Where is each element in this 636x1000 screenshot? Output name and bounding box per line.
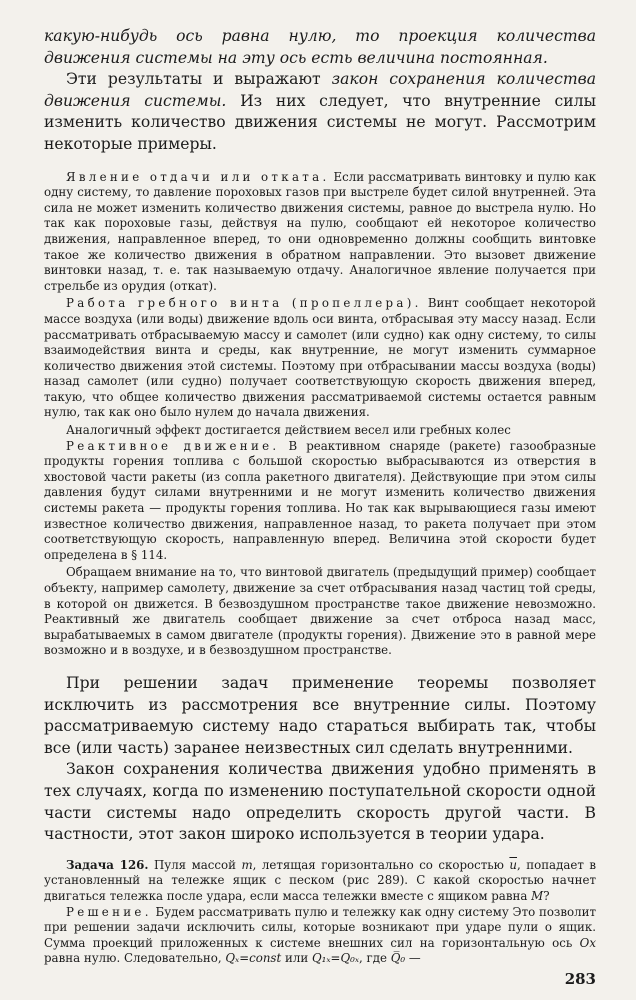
- page-number: 283: [564, 970, 596, 988]
- or-word: или: [281, 951, 312, 966]
- intro-italic-line: [44, 26, 596, 69]
- solution-paragraph: [44, 905, 596, 967]
- p4-text: Закон сохранения количества движения удобно применять в тех случаях, когда по изменению поступательной скорости одной части системы надо определить скорость другой части. В частности, этот закон широко используется в теории удара.: [44, 760, 596, 844]
- oars-text: Аналогичный эффект достигается действием весел или гребных колес: [66, 423, 511, 438]
- reactive-text: В реактивном снаряде (ракете) газообразные продукты горения топлива с большой скоростью выбрасываются из отверстия в хвостовой части ракеты (из сопла ракетного двигателя). Действующие при этом силы давления будут силами внутренними и не могут изменить количество движения системы ракета — продукты горения топлива. Но так как вырывающиеся газы имеют известное количество движения, направленное назад, то ракета получает при этом соответствующую скорость, направленную вперед. Величина этой скорости будет определена в § 114.: [44, 438, 596, 562]
- task-text-d: ?: [543, 888, 550, 903]
- velocity-symbol: $\overline{u}$: [509, 857, 518, 872]
- p2-text-b: Из них следует, что внутренние силы изменить количество движения системы не могут. Рассмотрим некоторые примеры.: [44, 91, 596, 153]
- recoil-text: Если рассматривать винтовку и пулю как одну систему, то давление пороховых газов при выстреле будет силой внутренней. Эта сила не может изменить количество движения системы, равное до выстрела нулю. Но так как пороховые газы, действуя на пулю, сообщают ей некоторое количество движения, направленное вперед, то они одновременно должны сообщить винтовке такое же количество движения в обратном направлении. Это вызовет движение винтовки назад, т. е. так называемую отдачу. Аналогичное явление получается при стрельбе из орудия (откат).: [44, 169, 596, 293]
- formula-equality: Q₁ₓ=Q₀ₓ: [311, 951, 360, 966]
- theorem-application-paragraph: [44, 673, 596, 759]
- q0-symbol: Q̅₀: [390, 951, 406, 966]
- task-text-a: Пуля массой: [148, 857, 242, 872]
- note-paragraph: [44, 565, 596, 659]
- propeller-paragraph: [44, 296, 596, 421]
- page-content: [44, 26, 596, 967]
- p3-text: При решении задач применение теоремы позволяет исключить из рассмотрения все внутренние силы. Поэтому рассматриваемую систему надо стараться выбирать так, чтобы все (или часть) заранее неизвестных сил сделать внутренними.: [44, 673, 596, 757]
- propeller-text: Винт сообщает некоторой массе воздуха (или воды) движение вдоль оси винта, отбрасывая эту массу назад. Если рассматривать отбрасываемую массу и самолет (или судно) как одну систему, то силы взаимодействия винта и среды, как внутренние, не могут изменить суммарное количество движения этой системы. Поэтому при отбрасывании массы воздуха (воды) назад самолет (или судно) получает соответствующую скорость движения вперед, такую, что общее количество движения рассматриваемой системы остается равным нулю, так как оно было нулем до начала движения.: [44, 296, 597, 420]
- cart-mass-symbol: M: [531, 888, 544, 903]
- conservation-law-paragraph: [44, 69, 596, 155]
- recoil-title: Явление отдачи или отката.: [66, 169, 330, 184]
- solution-text-2: равна нулю. Следовательно,: [44, 951, 226, 966]
- task-text-b: , летящая горизонтально со скоростью: [252, 857, 510, 872]
- where-word: , где: [359, 951, 391, 966]
- mass-symbol: m: [241, 857, 253, 872]
- task-paragraph: [44, 858, 596, 905]
- recoil-paragraph: [44, 170, 596, 295]
- solution-label: Решение.: [66, 904, 152, 919]
- p2-text-a: Эти результаты и выражают: [66, 70, 332, 89]
- formula-const: Qₓ=const: [225, 951, 282, 966]
- axis-symbol: Ox: [579, 935, 596, 950]
- trailing-dash: —: [405, 951, 421, 966]
- oars-paragraph: [44, 423, 596, 439]
- propeller-title: Работа гребного винта (пропеллера).: [66, 296, 422, 311]
- task-text-c: , попадает в установленный на тележке ящик с песком (рис 289). С какой скоростью начнет двигаться тележка после удара, если масса тележки вместе с ящиком равна: [44, 857, 596, 903]
- reactive-paragraph: [44, 439, 596, 564]
- task-label: Задача 126.: [66, 857, 149, 872]
- solution-text: Будем рассматривать пулю и тележку как одну систему Это позволит при решении задачи исключить силы, которые возникают при ударе пули о ящик. Сумма проекций приложенных к системе внешних сил на горизонтальную ось: [44, 904, 596, 950]
- reactive-title: Реактивное движение.: [66, 438, 280, 453]
- momentum-law-paragraph: [44, 759, 596, 845]
- note-text: Обращаем внимание на то, что винтовой двигатель (предыдущий пример) сообщает объекту, например самолету, движение за счет отбрасывания назад частиц той среды, в которой он движется. В безвоздушном пространстве такое движение невозможно. Реактивный же двигатель сообщает движение за счет отброса назад масс, вырабатываемых в самом двигателе (продукты горения). Движение это в равной мере возможно и в воздухе, и в безвоздушном пространстве.: [44, 565, 596, 658]
- law-name-italic: закон сохранения количества движения системы.: [44, 70, 597, 110]
- intro-italic-text: какую-нибудь ось равна нулю, то проекция количества движения системы на эту ось есть величина постоянная.: [44, 27, 596, 67]
